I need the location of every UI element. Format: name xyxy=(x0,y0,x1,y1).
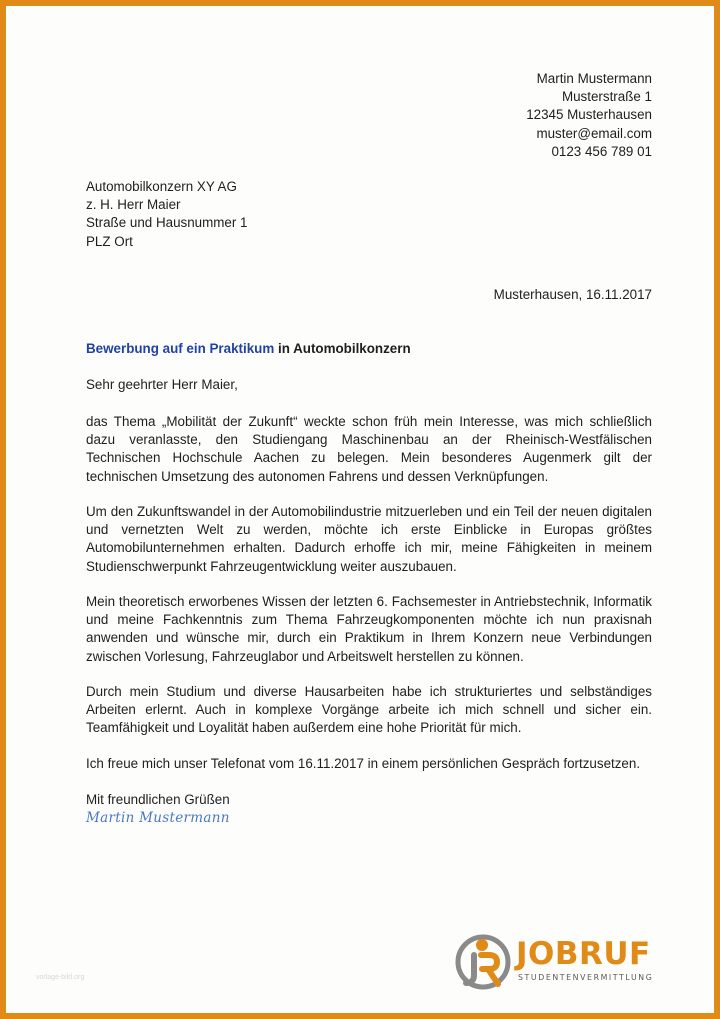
watermark: vorlage-bild.org xyxy=(36,974,85,981)
recipient-address xyxy=(86,178,248,251)
paragraph-5: Ich freue mich unser Telefonat vom 16.11.2017 in einem persönlichen Gespräch fortzusetzen. xyxy=(86,756,641,771)
logo-name: JOBRUF xyxy=(516,936,651,972)
closing: Mit freundlichen Grüßen xyxy=(86,792,230,807)
paragraph-4: Durch mein Studium und diverse Hausarbeiten habe ich strukturiertes und selbständiges Arbeiten erlernt. Auch in komplexe Vorgänge arbeite ich mich schnell und sicher ein. Teamfähigkeit und Loyalität haben außerdem eine hohe Priorität für mich. xyxy=(86,684,652,736)
recipient-city: PLZ Ort xyxy=(86,233,133,249)
subject-line xyxy=(86,340,411,358)
recipient-company: Automobilkonzern XY AG xyxy=(86,179,237,194)
paragraph-3: Mein theoretisch erworbenes Wissen der letzten 6. Fachsemester in Antriebstechnik, Informatik und meine Fachkenntnis zum Thema Fahrzeugkomponenten möchte ich nun praxisnah anwenden und wünsche mir, durch ein Praktikum in Ihrem Konzern neue Verbindungen zwischen Vorlesung, Fahrzeuglabor und Arbeitswelt herstellen zu können. xyxy=(86,594,652,664)
sender-name: Martin Mustermann xyxy=(536,71,652,86)
jobruf-logo xyxy=(454,929,664,993)
recipient-attention: z. H. Herr Maier xyxy=(86,197,181,213)
sender-phone: 0123 456 789 01 xyxy=(551,143,652,159)
recipient-street: Straße und Hausnummer 1 xyxy=(86,215,248,231)
paragraph-1: das Thema „Mobilität der Zukunft“ weckte schon früh mein Interesse, was mich schließlich dazu veranlasste, den Studiengang Maschinenbau an der Rheinisch-Westfälischen Technischen Hochschule Aachen zu belegen. Mein besonderes Augenmerk gilt der technischen Umsetzung des autonomen Fahrens und dessen Verknüpfungen. xyxy=(86,414,652,484)
letter-date: Musterhausen, 16.11.2017 xyxy=(493,287,652,302)
subject-highlight: Bewerbung auf ein Praktikum xyxy=(86,341,275,356)
logo-tagline: STUDENTENVERMITTLUNG xyxy=(518,973,654,982)
sender-city: 12345 Musterhausen xyxy=(526,107,652,123)
sender-street: Musterstraße 1 xyxy=(561,89,652,105)
salutation: Sehr geehrter Herr Maier, xyxy=(86,377,238,392)
paragraph-2: Um den Zukunftswandel in der Automobilindustrie mitzuerleben und ein Teil der neuen digitalen und vernetzten Welt zu werden, möchte ich erste Einblicke in Europas größtes Automobilunternehmen erhalten. Dadurch erhoffe ich mir, meine Fähigkeiten in meinem Studienschwerpunkt Fahrzeugentwicklung weiter auszubauen. xyxy=(86,504,652,574)
sender-address xyxy=(526,70,652,161)
sender-email: muster@email.com xyxy=(536,125,652,141)
subject-rest: in Automobilkonzern xyxy=(274,341,411,356)
jr-monogram-icon xyxy=(454,929,514,993)
letter-page xyxy=(6,6,714,1013)
signature: Martin Mustermann xyxy=(86,810,230,826)
